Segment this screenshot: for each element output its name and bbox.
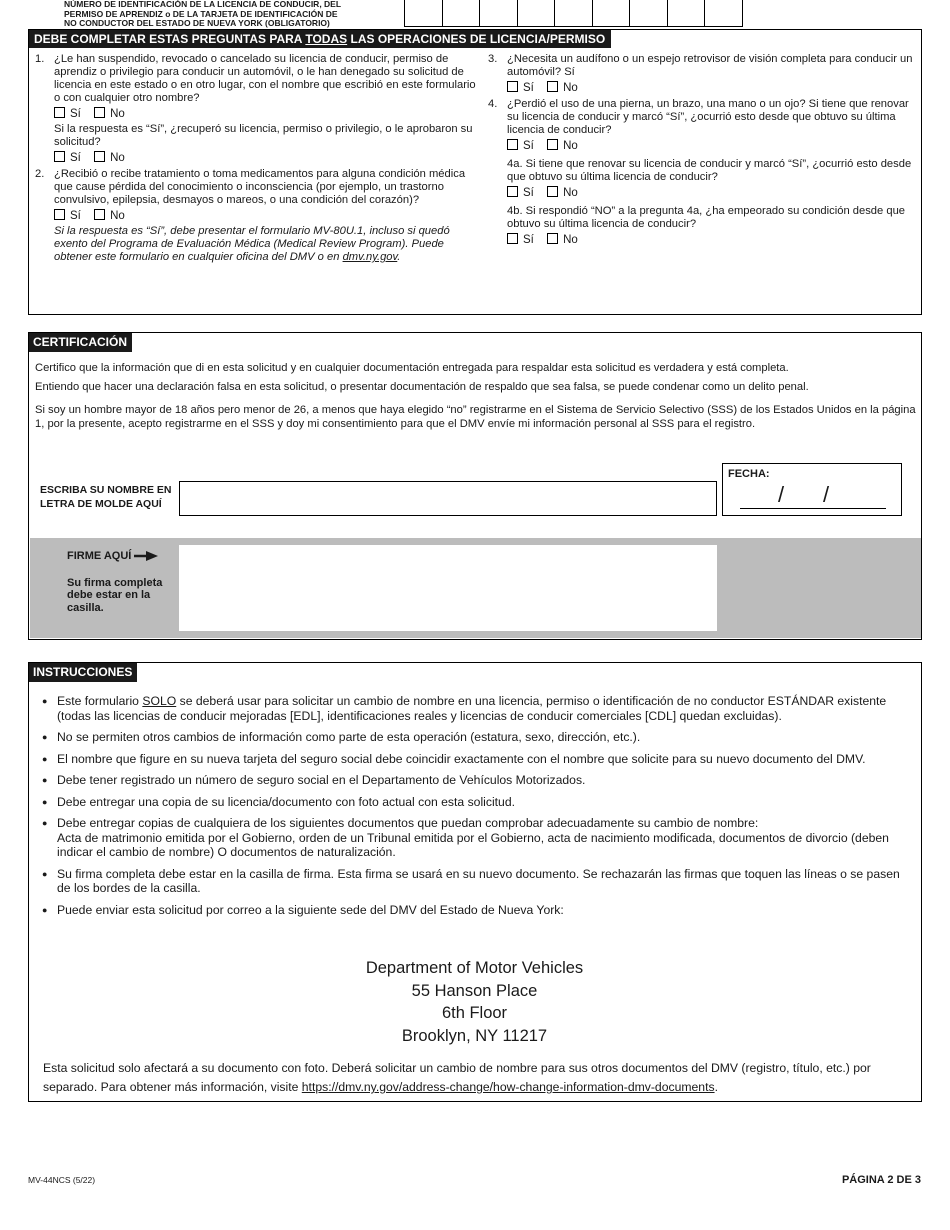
question-2-options: Sí No — [54, 209, 481, 223]
q3-no-checkbox[interactable] — [547, 81, 558, 92]
q4-yes-checkbox[interactable] — [507, 139, 518, 150]
q1-no-checkbox[interactable] — [94, 107, 105, 118]
question-2: 2. ¿Recibió o recibe tratamiento o toma medicamentos para alguna condición médica que cause pérdida del conocimiento o inconsciencia (por ejemplo, un trastorno convulsivo, epilepsia, desmayos o mareos, o una condición del corazón)? Sí No Si la respuesta es “Sí”, debe presentar el formulario MV-80U.1, incluso si quedó exento del Programa de Evaluación Médica (Medical Review Program). Puede obtener este formulario en cualquier oficina del DMV o en dmv.ny.gov. — [35, 168, 481, 264]
id-digit-box[interactable] — [555, 0, 593, 27]
question-4: 4. ¿Perdió el uso de una pierna, un brazo, una mano o un ojo? Si tiene que renovar su licencia de conducir y marcó “Sí”, ¿ocurrió esto desde que obtuvo su última licencia de conducir? Sí No — [488, 98, 916, 153]
question-3-options: Sí No — [507, 81, 916, 95]
certification-statement-2: Entiendo que hacer una declaración falsa en esta solicitud, o presentar documentación de respaldo que sea falsa, se puede condenar como un delito penal. — [35, 381, 809, 393]
certification-statement-1: Certifico que la información que di en esta solicitud y en cualquier documentación entregada para respaldar esta solicitud es verdadera y está completa. — [35, 362, 789, 374]
id-digit-box[interactable] — [668, 0, 706, 27]
form-code: MV-44NCS (5/22) — [28, 1175, 96, 1185]
instruction-item: ● El nombre que figure en su nueva tarjeta del seguro social debe coincidir exactamente con el nombre que solicite para su nuevo documento del DMV. — [42, 752, 912, 767]
question-1-followup-options: Sí No — [54, 151, 481, 165]
id-digit-box[interactable] — [518, 0, 556, 27]
question-4a — [488, 158, 916, 200]
question-4b-text: 4b. Si respondió “NO” a la pregunta 4a, ¿ha empeorado su condición desde que obtuvo su última licencia de conducir? — [507, 205, 906, 230]
signature-note: Su firma completa debe estar en la casilla. — [67, 576, 163, 614]
id-number-boxes — [404, 0, 743, 27]
questions-left-column — [35, 53, 481, 264]
instruction-item: ● No se permiten otros cambios de información como parte de esta operación (estatura, sexo, dirección, etc.). — [42, 730, 912, 745]
question-1: 1. ¿Le han suspendido, revocado o cancelado su licencia de conducir, permiso de aprendiz o privilegio para conducir un automóvil, o le han denegado su solicitud de licencia en este estado o en otro lugar, con el nombre que escribió en este formulario o con cualquier otro nombre? Sí No Si la respuesta es “Sí”, ¿recuperó su licencia, permiso o privilegio, o le aprobaron su solicitud? Sí No — [35, 53, 481, 165]
instruction-item: ● Este formulario SOLO se deberá usar para solicitar un cambio de nombre en una licencia, permiso o identificación de no conductor ESTÁNDAR existente (todas las licencias de conducir mejoradas [EDL], identificaciones reales y licencias de conducir comerciales [CDL] quedan excluidas). — [42, 694, 912, 723]
instructions-list — [42, 694, 912, 924]
question-4-options: Sí No — [507, 139, 916, 153]
instruction-item: ● Puede enviar esta solicitud por correo a la siguiente sede del DMV del Estado de Nueva York: — [42, 903, 912, 918]
question-3: 3. ¿Necesita un audífono o un espejo retrovisor de visión completa para conducir un automóvil? Sí Sí No — [488, 53, 916, 95]
question-3-text: ¿Necesita un audífono o un espejo retrovisor de visión completa para conducir un automóvil? Sí — [507, 53, 913, 78]
questions-header: DEBE COMPLETAR ESTAS PREGUNTAS PARA TODAS LAS OPERACIONES DE LICENCIA/PERMISO — [29, 30, 611, 48]
date-separator: / — [823, 482, 830, 507]
id-digit-box[interactable] — [705, 0, 743, 27]
q2-yes-checkbox[interactable] — [54, 209, 65, 220]
question-1-text: ¿Le han suspendido, revocado o cancelado su licencia de conducir, permiso de aprendiz o privilegio para conducir un automóvil, o le han denegado su solicitud de licencia en este estado o en otro lugar, con el nombre que escribió en este formulario o con cualquier otro nombre? — [54, 53, 476, 104]
q1-followup-yes-checkbox[interactable] — [54, 151, 65, 162]
question-4a-options: Sí No — [507, 186, 916, 200]
id-number-label: NÚMERO DE IDENTIFICACIÓN DE LA LICENCIA DE CONDUCIR, DEL PERMISO DE APRENDIZ o DE LA TARJETA DE IDENTIFICACIÓN DE NO CONDUCTOR DEL ESTADO DE NUEVA YORK (OBLIGATORIO) — [64, 0, 342, 28]
page-number: PÁGINA 2 DE 3 — [841, 1174, 921, 1186]
mailing-address: Department of Motor Vehicles 55 Hanson Place 6th Floor Brooklyn, NY 11217 — [365, 959, 584, 1045]
questions-section — [28, 29, 922, 315]
arrow-right-icon — [134, 551, 158, 561]
id-digit-box[interactable] — [480, 0, 518, 27]
id-digit-box[interactable] — [593, 0, 631, 27]
question-1-options: Sí No — [54, 107, 481, 121]
questions-right-column — [488, 53, 916, 249]
sign-here-label: FIRME AQUÍ Su firma completa debe estar en la casilla. — [67, 550, 177, 614]
certification-statement-3: Si soy un hombre mayor de 18 años pero menor de 26, a menos que haya elegido “no” registrarme en el Sistema de Servicio Selectivo (SSS) de los Estados Unidos en la página 1, por la presente, acepto registrarme en el SSS y doy mi consentimiento para que el DMV envíe mi información personal al SSS para el registro. — [35, 404, 916, 430]
date-underline — [740, 508, 886, 509]
q4a-no-checkbox[interactable] — [547, 186, 558, 197]
instructions-title: INSTRUCCIONES — [29, 663, 137, 682]
q4a-yes-checkbox[interactable] — [507, 186, 518, 197]
print-name-label: ESCRIBA SU NOMBRE EN LETRA DE MOLDE AQUÍ — [40, 484, 172, 510]
instruction-item: ● Debe entregar una copia de su licencia/documento con foto actual con esta solicitud. — [42, 795, 912, 810]
date-field[interactable] — [722, 463, 902, 516]
q4b-no-checkbox[interactable] — [547, 233, 558, 244]
print-name-field[interactable] — [179, 481, 717, 516]
q4-no-checkbox[interactable] — [547, 139, 558, 150]
instruction-item: ● Debe tener registrado un número de seguro social en el Departamento de Vehículos Motorizados. — [42, 773, 912, 788]
date-separator: / — [778, 482, 785, 507]
question-1-followup: Si la respuesta es “Sí”, ¿recuperó su licencia, permiso o privilegio, o le aprobaron su solicitud? — [54, 123, 473, 148]
q1-yes-checkbox[interactable] — [54, 107, 65, 118]
question-4-text: ¿Perdió el uso de una pierna, un brazo, una mano o un ojo? Si tiene que renovar su licencia de conducir y marcó “Sí”, ¿ocurrió esto desde que obtuvo su última licencia de conducir? — [507, 98, 909, 136]
q1-followup-no-checkbox[interactable] — [94, 151, 105, 162]
dmv-website-link[interactable]: dmv.ny.gov — [342, 251, 398, 263]
question-4b-options: Sí No — [507, 233, 916, 247]
more-info-link[interactable]: https://dmv.ny.gov/address-change/how-change-information-dmv-documents — [301, 1080, 715, 1094]
instructions-section — [28, 662, 922, 1102]
instruction-item: ● Su firma completa debe estar en la casilla de firma. Esta firma se usará en su nuevo documento. Se rechazarán las firmas que toquen las líneas o se pasen de los bordes de la casilla. — [42, 867, 912, 896]
id-digit-box[interactable] — [630, 0, 668, 27]
question-2-note: Si la respuesta es “Sí”, debe presentar el formulario MV-80U.1, incluso si quedó exento del Programa de Evaluación Médica (Medical Review Program). Puede obtener este formulario en cualquier oficina del DMV o en dmv.ny.gov. — [54, 225, 450, 263]
signature-field[interactable] — [179, 545, 717, 631]
q2-no-checkbox[interactable] — [94, 209, 105, 220]
closing-note: Esta solicitud solo afectará a su documento con foto. Deberá solicitar un cambio de nombre para sus otros documentos del DMV (registro, título, etc.) por separado. Para obtener más información, visite https://dmv.ny.gov/address-change/how-change-information-dmv-documents. — [43, 1061, 871, 1094]
question-4a-text: 4a. Si tiene que renovar su licencia de conducir y marcó “Sí”, ¿ocurrió esto desde que obtuvo su última licencia de conducir? — [507, 158, 912, 183]
instruction-item: ● Debe entregar copias de cualquiera de los siguientes documentos que puedan comprobar adecuadamente su cambio de nombre: Acta de matrimonio emitida por el Gobierno, orden de un Tribunal emitida por el Gobierno, acta de nacimiento modificada, documentos de divorcio (deben indicar el cambio de nombre) O documentos de naturalización. — [42, 816, 912, 860]
q4b-yes-checkbox[interactable] — [507, 233, 518, 244]
date-label: FECHA: — [728, 468, 770, 480]
id-digit-box[interactable] — [405, 0, 443, 27]
question-2-text: ¿Recibió o recibe tratamiento o toma medicamentos para alguna condición médica que cause pérdida del conocimiento o inconsciencia (por ejemplo, un trastorno convulsivo, epilepsia, desmayos o mareos, o una condición del corazón)? — [54, 168, 466, 206]
id-digit-box[interactable] — [443, 0, 481, 27]
q3-yes-checkbox[interactable] — [507, 81, 518, 92]
certification-title: CERTIFICACIÓN — [29, 333, 132, 352]
question-4b — [488, 205, 916, 247]
